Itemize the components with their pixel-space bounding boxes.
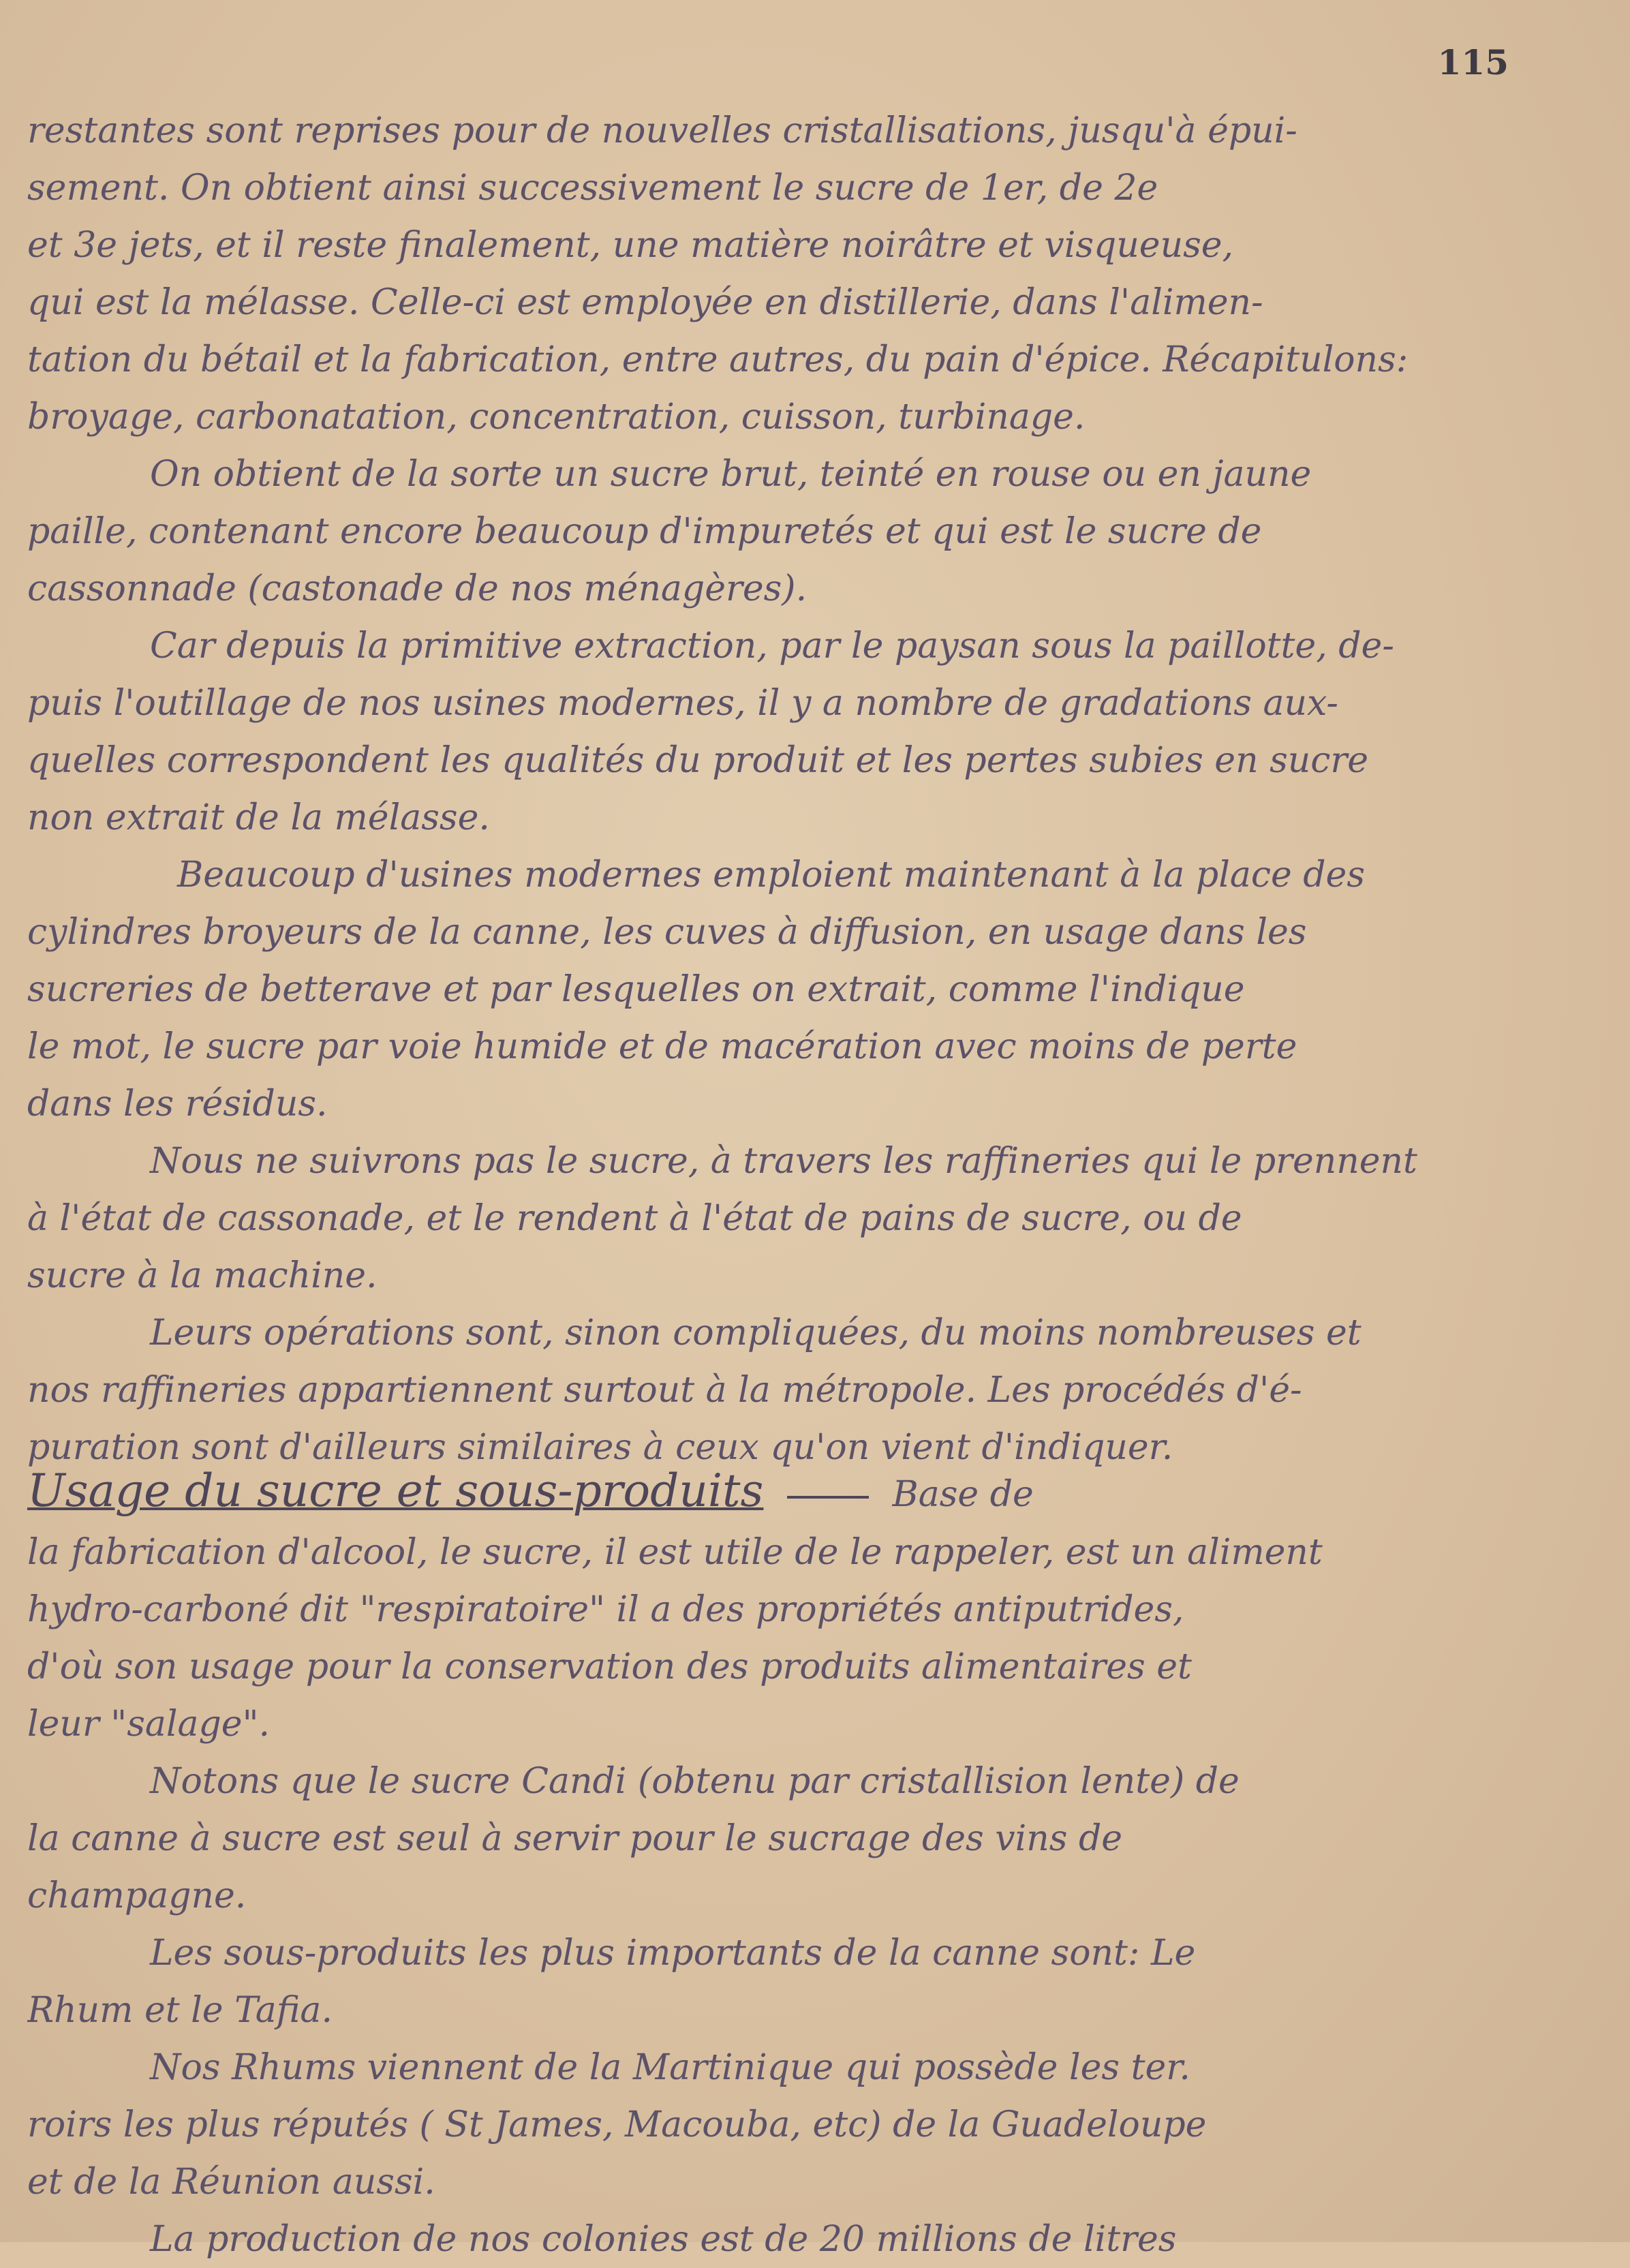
text-line: sement. On obtient ainsi successivement le sucre de 1er, de 2e [27, 168, 1158, 209]
text-line: et de la Réunion aussi. [27, 2162, 435, 2203]
text-line: la canne à sucre est seul à servir pour le sucrage des vins de [27, 1818, 1122, 1859]
text-line: Notons que le sucre Candi (obtenu par cristallision lente) de [150, 1761, 1240, 1802]
text-line: Les sous-produits les plus importants de la canne sont: Le [150, 1933, 1196, 1974]
text-line: non extrait de la mélasse. [27, 797, 490, 838]
text-line: cassonnade (castonade de nos ménagères). [27, 568, 808, 609]
text-line: puis l'outillage de nos usines modernes, il y a nombre de gradations aux- [27, 683, 1338, 724]
paragraphs-refining [27, 102, 1513, 1476]
heading-tail-text: Base de [892, 1474, 1034, 1515]
section-heading: Usage du sucre et sous-produits [27, 1465, 764, 1517]
text-line: champagne. [27, 1875, 247, 1916]
text-line: le mot, le sucre par voie humide et de macération avec moins de perte [27, 1026, 1297, 1067]
text-line: la fabrication d'alcool, le sucre, il est utile de le rappeler, est un aliment [27, 1532, 1323, 1573]
text-line: Leurs opérations sont, sinon compliquées, du moins nombreuses et [150, 1313, 1362, 1353]
text-line: hydro-carboné dit "respiratoire" il a des propriétés antiputrides, [27, 1589, 1184, 1630]
text-line: roirs les plus réputés ( St James, Macouba, etc) de la Guadeloupe [27, 2104, 1207, 2145]
page-number: 115 [1437, 42, 1509, 82]
text-line: nos raffineries appartiennent surtout à la métropole. Les procédés d'é- [27, 1370, 1302, 1411]
text-line: Rhum et le Tafia. [27, 1990, 333, 2031]
text-line: Nous ne suivrons pas le sucre, à travers les raffineries qui le prennent [150, 1141, 1417, 1182]
text-line: à l'état de cassonade, et le rendent à l'état de pains de sucre, ou de [27, 1198, 1242, 1239]
heading-dash [787, 1496, 869, 1499]
text-line: Nos Rhums viennent de la Martinique qui possède les ter. [150, 2047, 1190, 2088]
text-line: On obtient de la sorte un sucre brut, teinté en rouse ou en jaune [150, 454, 1312, 495]
text-line: paille, contenant encore beaucoup d'impuretés et qui est le sucre de [27, 511, 1262, 552]
text-line: broyage, carbonatation, concentration, cuisson, turbinage. [27, 397, 1086, 438]
text-line: cylindres broyeurs de la canne, les cuves à diffusion, en usage dans les [27, 912, 1307, 953]
text-line: et 3e jets, et il reste finalement, une matière noirâtre et visqueuse, [27, 225, 1234, 266]
text-line: La production de nos colonies est de 20 millions de litres [150, 2219, 1177, 2260]
text-line: dans les résidus. [27, 1084, 328, 1124]
text-line: sucreries de betterave et par lesquelles on extrait, comme l'indique [27, 969, 1245, 1010]
text-line: Car depuis la primitive extraction, par le paysan sous la paillotte, de- [150, 626, 1394, 666]
text-line: tation du bétail et la fabrication, entre autres, du pain d'épice. Récapitulons: [27, 339, 1409, 380]
text-line: qui est la mélasse. Celle-ci est employée en distillerie, dans l'alimen- [27, 282, 1263, 323]
text-line: d'où son usage pour la conservation des produits alimentaires et [27, 1646, 1192, 1687]
text-line: leur "salage". [27, 1704, 271, 1745]
text-line: puration sont d'ailleurs similaires à ceux qu'on vient d'indiquer. [27, 1427, 1173, 1468]
section-usage [27, 1458, 1513, 2268]
text-line: quelles correspondent les qualités du produit et les pertes subies en sucre [27, 740, 1369, 781]
text-line: Beaucoup d'usines modernes emploient maintenant à la place des [177, 855, 1366, 895]
text-line: sucre à la machine. [27, 1255, 378, 1296]
section-heading-line [27, 1458, 1513, 1524]
text-line: restantes sont reprises pour de nouvelles cristallisations, jusqu'à épui- [27, 110, 1297, 151]
